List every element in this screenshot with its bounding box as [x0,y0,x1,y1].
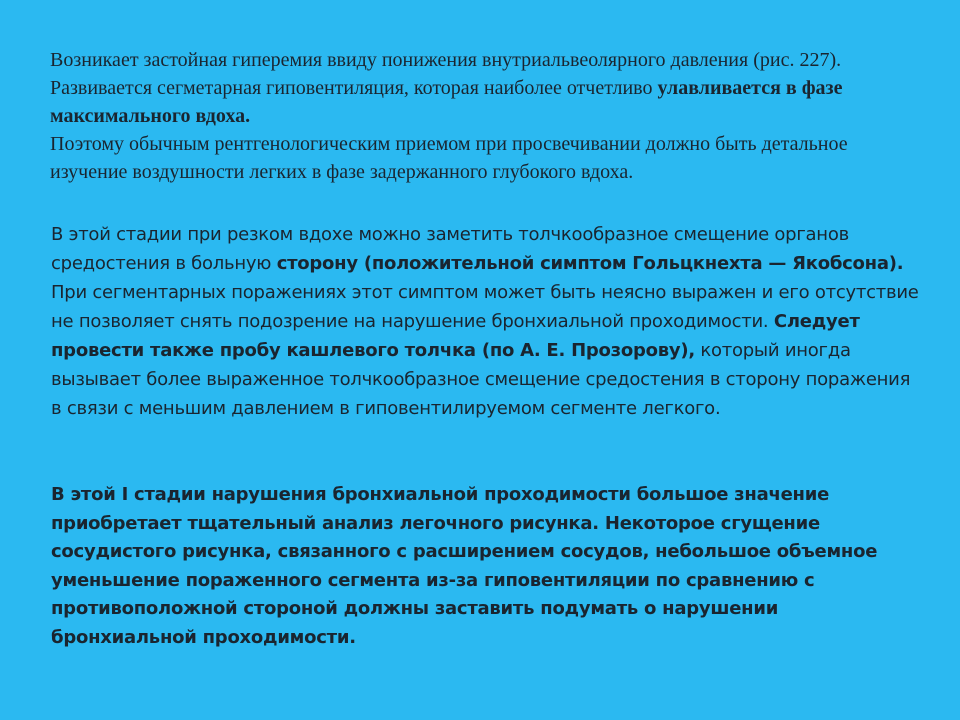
paragraph-hyperemia-first [50,46,910,130]
text-run: который иногда вызывает более выраженное толчкообразное смещение средостения в сторону поражения в связи с меньшим давлением в гиповентилируемом сегменте легкого. [51,340,911,419]
paragraph-hyperemia [50,46,910,186]
text-run: При сегментарных поражениях этот симптом может быть неясно выражен и его отсутствие не позволяет снять подозрение на нарушение бронхиальной проходимости. [51,282,919,332]
paragraph-hyperemia-second: Поэтому обычным рентгенологическим приемом при просвечивании должно быть детальное изучение воздушности легких в фазе задержанного глубокого вдоха. [50,133,848,183]
text-run: Возникает застойная гиперемия ввиду понижения внутриальвеолярного давления (рис. 227). Развивается сегметарная гиповентиляция, которая наиболее отчетливо [50,49,842,99]
paragraph-stage-inhale-text [51,220,921,423]
bold-phrase-cough-test: Следует провести также пробу кашлевого толчка (по А. Е. Прозорову), [51,311,860,361]
bold-phrase: улавливается в фазе максимального вдоха. [50,77,843,127]
paragraph-stage-one-text: В этой I стадии нарушения бронхиальной проходимости большое значение приобретает тщательный анализ легочного рисунка. Некоторое сгущение сосудистого рисунка, связанного с расширением сосудов, небольшое объемное уменьшение пораженного сегмента из-за гиповентиляции по сравнению с противоположной стороной должны заставить подумать о нарушении бронхиальной проходимости. [51,484,878,648]
paragraph-stage-inhale [51,220,921,423]
paragraph-stage-one [51,481,921,652]
bold-phrase-symptom: сторону (положительной симптом Гольцкнехта — Якобсона). [276,253,904,274]
text-run: В этой стадии при резком вдохе можно заметить толчкообразное смещение органов средостения в больную [51,224,849,274]
